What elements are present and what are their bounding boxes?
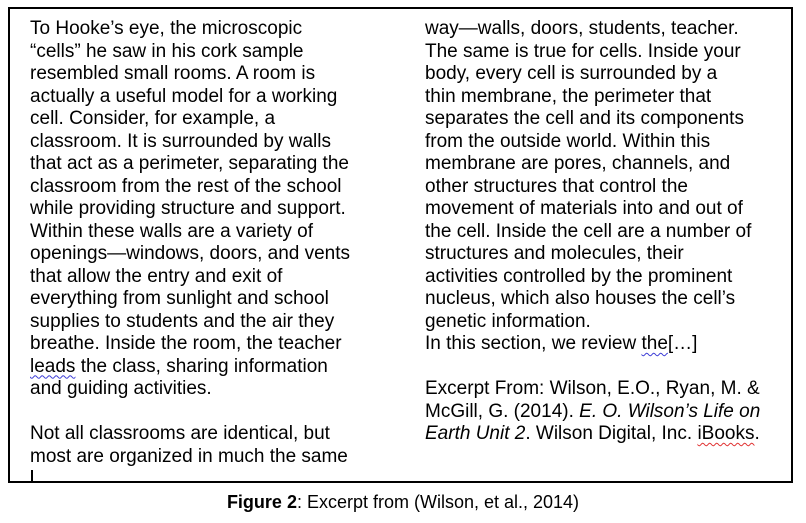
- text-line: Within these walls are a variety of: [30, 220, 314, 242]
- spellcheck-flagged-word: the: [641, 333, 668, 354]
- text-line: that act as a perimeter, separating the: [30, 153, 349, 174]
- excerpt-figure-box: [8, 7, 793, 483]
- text-line: [30, 401, 392, 424]
- text-line: structures and molecules, their: [425, 243, 684, 264]
- text-line: In this section, we review the[…]: [425, 333, 698, 354]
- text-line: actually a useful model for a working: [30, 85, 338, 107]
- text-line: while providing structure and support.: [30, 198, 346, 219]
- text-cursor-caret: [31, 470, 33, 483]
- text-line: classroom. It is surrounded by walls: [30, 130, 331, 152]
- figure-caption: [0, 491, 806, 513]
- text-line: genetic information.: [425, 310, 591, 332]
- text-line: cell. Consider, for example, a: [30, 108, 276, 129]
- text-line: openings—windows, doors, and vents: [30, 243, 351, 264]
- text-line: thin membrane, the perimeter that: [425, 85, 712, 107]
- text-line: nucleus, which also houses the cell’s: [425, 288, 736, 309]
- text-line: Not all classrooms are identical, but: [30, 423, 330, 444]
- text-line: from the outside world. Within this: [425, 130, 711, 152]
- text-line: classroom from the rest of the school: [30, 175, 342, 197]
- text-line: leads the class, sharing information: [30, 355, 328, 377]
- figure-caption-text: : Excerpt from (Wilson, et al., 2014): [296, 492, 580, 512]
- text-line: breathe. Inside the room, the teacher: [30, 333, 342, 354]
- text-line: separates the cell and its components: [425, 108, 744, 129]
- text-line: the cell. Inside the cell are a number of: [425, 220, 752, 242]
- text-line: movement of materials into and out of: [425, 198, 743, 219]
- text-line: and guiding activities.: [30, 378, 212, 399]
- text-line: resembled small rooms. A room is: [30, 63, 316, 84]
- text-line: that allow the entry and exit of: [30, 265, 283, 287]
- styled-text: Earth Unit 2: [425, 423, 526, 444]
- spellcheck-flagged-word: leads: [30, 355, 76, 377]
- text-line: body, every cell is surrounded by a: [425, 63, 718, 84]
- text-line: Excerpt From: Wilson, E.O., Ryan, M. &: [425, 378, 760, 399]
- text-line: other structures that control the: [425, 175, 688, 197]
- spellcheck-flagged-word: iBooks: [697, 423, 755, 444]
- text-line: McGill, G. (2014). E. O. Wilson’s Life on: [425, 400, 761, 422]
- text-line: [425, 356, 791, 379]
- figure-caption-label: Figure 2: [226, 492, 297, 512]
- text-line: To Hooke’s eye, the microscopic: [30, 18, 303, 39]
- text-line: “cells” he saw in his cork sample: [30, 40, 304, 62]
- text-line: supplies to students and the air they: [30, 310, 335, 332]
- text-line: way—walls, doors, students, teacher.: [425, 18, 739, 39]
- excerpt-left-column: [30, 18, 392, 468]
- text-line: membrane are pores, channels, and: [425, 153, 731, 174]
- text-line: everything from sunlight and school: [30, 288, 329, 309]
- text-line: activities controlled by the prominent: [425, 265, 733, 287]
- excerpt-right-column: [425, 18, 791, 446]
- styled-text: E. O. Wilson’s Life on: [579, 400, 761, 422]
- text-line: The same is true for cells. Inside your: [425, 40, 741, 62]
- text-line: Earth Unit 2. Wilson Digital, Inc. iBooks.: [425, 423, 760, 444]
- text-line: most are organized in much the same: [30, 445, 348, 467]
